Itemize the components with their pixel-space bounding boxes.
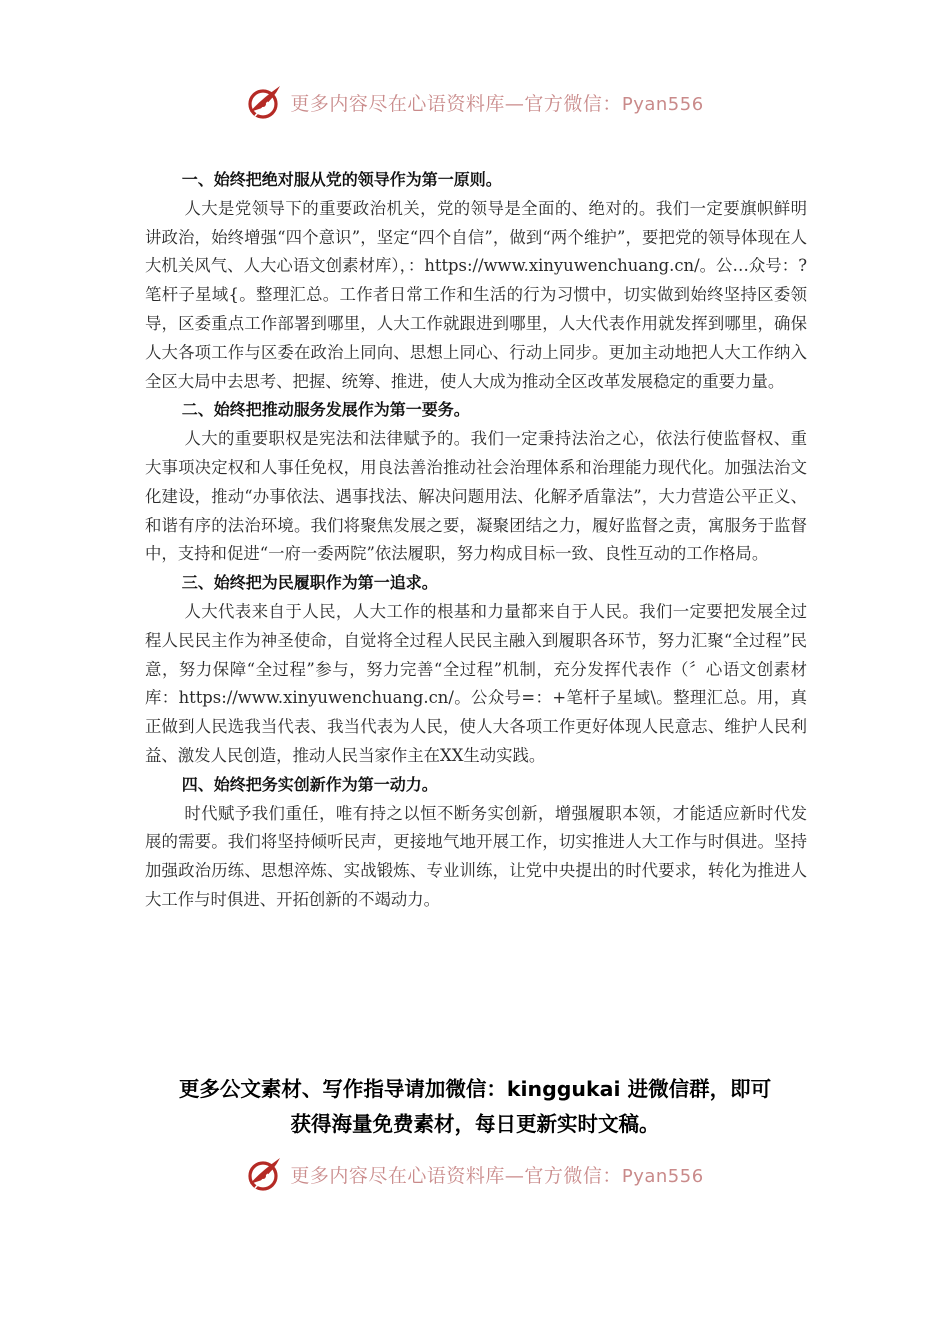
footer-banner (0, 1152, 950, 1196)
section-1-body: 人大是党领导下的重要政治机关，党的领导是全面的、绝对的。我们一定要旗帜鲜明讲政治，始终增强“四个意识”，坚定“四个自信”，做到“两个维护”，要把党的领导体现在人大机关风气、人大心语文创素材库），：https://www.xinyuwenchuang.cn/。公…众号：?笔杆子星域{。整理汇总。工作者日常工作和生活的行为习惯中，切实做到始终坚持区委领导，区委重点工作部署到哪里，人大工作就跟进到哪里，人大代表作用就发挥到哪里，确保人大各项工作与区委在政治上同向、思想上同心、行动上同步。更加主动地把人大工作纳入全区大局中去思考、把握、统筹、推进，使人大成为推动全区改革发展稳定的重要力量。 (145, 198, 807, 391)
section-4-heading: 四、始终把务实创新作为第一动力。 (181, 774, 438, 794)
banner-text (290, 1161, 703, 1188)
quill-logo-icon (246, 1154, 286, 1194)
banner-label: 更多内容尽在心语资料库—官方微信： (290, 92, 622, 115)
promo-callout (0, 1072, 950, 1142)
header-banner (0, 80, 950, 124)
quill-logo-icon (246, 82, 286, 122)
section-2-body: 人大的重要职权是宪法和法律赋予的。我们一定秉持法治之心，依法行使监督权、重大事项决定权和人事任免权，用良法善治推动社会治理体系和治理能力现代化。加强法治文化建设，推动“办事依法、遇事找法、解决问题用法、化解矛盾靠法”，大力营造公平正义、和谐有序的法治环境。我们将聚焦发展之要，凝聚团结之力，履好监督之责，寓服务于监督中，支持和促进“一府一委两院”依法履职，努力构成目标一致、良性互动的工作格局。 (145, 429, 807, 564)
banner-label: 更多内容尽在心语资料库—官方微信： (290, 1164, 622, 1187)
banner-wechat-id: Pyan556 (621, 93, 704, 115)
section-1-heading: 一、始终把绝对服从党的领导作为第一原则。 (181, 170, 502, 189)
banner-text (290, 89, 703, 116)
promo-line-1: 更多公文素材、写作指导请加微信：kinggukai 进微信群，即可 (178, 1077, 772, 1101)
banner-wechat-id: Pyan556 (621, 1165, 704, 1187)
section-3-heading: 三、始终把为民履职作为第一追求。 (181, 573, 438, 593)
section-4-body: 时代赋予我们重任，唯有持之以恒不断务实创新，增强履职本领，才能适应新时代发展的需要。我们将坚持倾听民声，更接地气地开展工作，切实推进人大工作与时俱进。坚持加强政治历练、思想淬炼、实战锻炼、专业训练，让党中央提出的时代要求，转化为推进人大工作与时俱进、开拓创新的不竭动力。 (145, 803, 807, 909)
document-body (145, 166, 807, 915)
section-3-body: 人大代表来自于人民，人大工作的根基和力量都来自于人民。我们一定要把发展全过程人民民主作为神圣使命，自觉将全过程人民民主融入到履职各环节，努力汇聚“全过程”民意，努力保障“全过程”参与，努力完善“全过程”机制，充分发挥代表作（〞心语文创素材库：https://www.xinyuwenchuang.cn/。公众号=：+笔杆子星域\。整理汇总。用，真正做到人民选我当代表、我当代表为人民，使人大各项工作更好体现人民意志、维护人民利益、激发人民创造，推动人民当家作主在XX生动实践。 (145, 601, 807, 765)
section-2-heading: 二、始终把推动服务发展作为第一要务。 (181, 400, 470, 420)
promo-line-2: 获得海量免费素材，每日更新实时文稿。 (290, 1112, 660, 1136)
